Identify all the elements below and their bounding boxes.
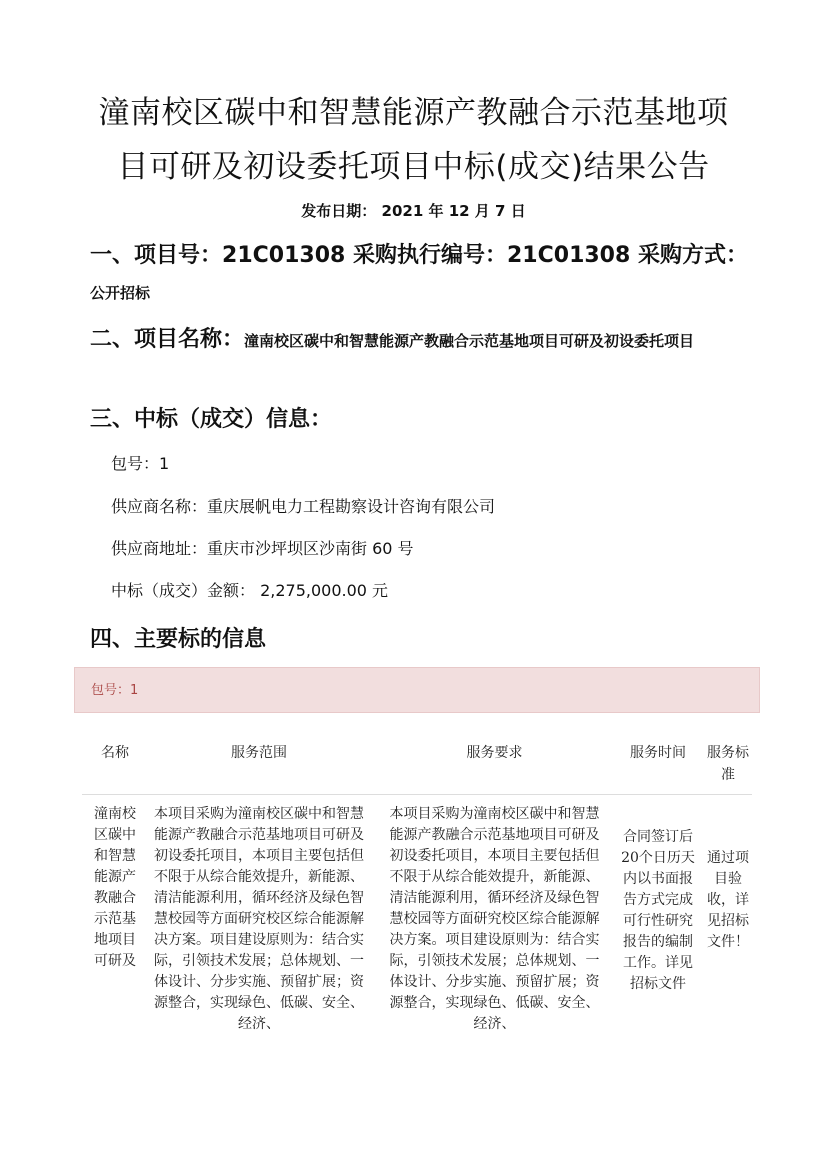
procurement-method: 公开招标 (90, 284, 151, 302)
award-amount: 中标（成交）金额： 2,275,000.00 元 (111, 581, 389, 600)
exec-no: 21C01308 (507, 243, 631, 268)
project-no-label: 一、项目号： (90, 243, 223, 268)
page-title (60, 86, 767, 194)
method-label: 采购方式： (630, 243, 748, 268)
header-standard: 服务标准 (707, 745, 749, 783)
cell-scope: 本项目采购为潼南校区碳中和智慧能源产教融合示范基地项目可研及初设委托项目，本项目主要包括但不限于从综合能效提升，新能源、清洁能源利用，循环经济及绿色智慧校园等方面研究校区综合能源解决方案。项目建设原则为：结合实际，引领技术发展；总体规划、一体设计、分步实施、预留扩展；资源整合，实现绿色、低碳、安全、经济、 (154, 806, 364, 1032)
title-line-1: 潼南校区碳中和智慧能源产教融合示范基地项 (98, 95, 729, 131)
cell-time: 合同签订后20个日历天内以书面报告方式完成可行性研究报告的编制工作。详见招标文件 (621, 829, 695, 992)
cell-requirement: 本项目采购为潼南校区碳中和智慧能源产教融合示范基地项目可研及初设委托项目，本项目主要包括但不限于从综合能效提升，新能源、清洁能源利用，循环经济及绿色智慧校园等方面研究校区综合能源解决方案。项目建设原则为：结合实际，引领技术发展；总体规划、一体设计、分步实施、预留扩展；资源整合，实现绿色、低碳、安全、经济、 (389, 806, 600, 1032)
section-main-items-heading: 四、主要标的信息 (90, 627, 267, 652)
supplier-name: 供应商名称：重庆展帆电力工程勘察设计咨询有限公司 (111, 497, 496, 516)
title-line-2: 目可研及初设委托项目中标(成交)结果公告 (117, 149, 710, 185)
header-name: 名称 (101, 745, 129, 761)
cell-name: 潼南校区碳中和智慧能源产教融合示范基地项目可研及 (94, 806, 136, 969)
section-project-number (90, 238, 750, 311)
exec-no-label: 采购执行编号： (345, 243, 507, 268)
publish-date: 发布日期： 2021 年 12 月 7 日 (301, 202, 526, 220)
header-scope: 服务范围 (231, 745, 287, 761)
package-bar: 包号：1 (74, 667, 760, 713)
section-project-name (90, 322, 750, 359)
project-no: 21C01308 (222, 243, 346, 268)
cell-standard: 通过项目验收，详见招标文件！ (707, 850, 749, 950)
supplier-address: 供应商地址：重庆市沙坪坝区沙南街 60 号 (111, 539, 414, 558)
project-name: 潼南校区碳中和智慧能源产教融合示范基地项目可研及初设委托项目 (244, 332, 695, 350)
header-requirement: 服务要求 (466, 745, 523, 761)
header-time: 服务时间 (630, 745, 686, 761)
project-name-heading: 二、项目名称： (90, 327, 245, 352)
section-award-heading: 三、中标（成交）信息： (90, 407, 333, 432)
package-number: 包号：1 (111, 454, 170, 473)
table-divider (82, 794, 752, 795)
